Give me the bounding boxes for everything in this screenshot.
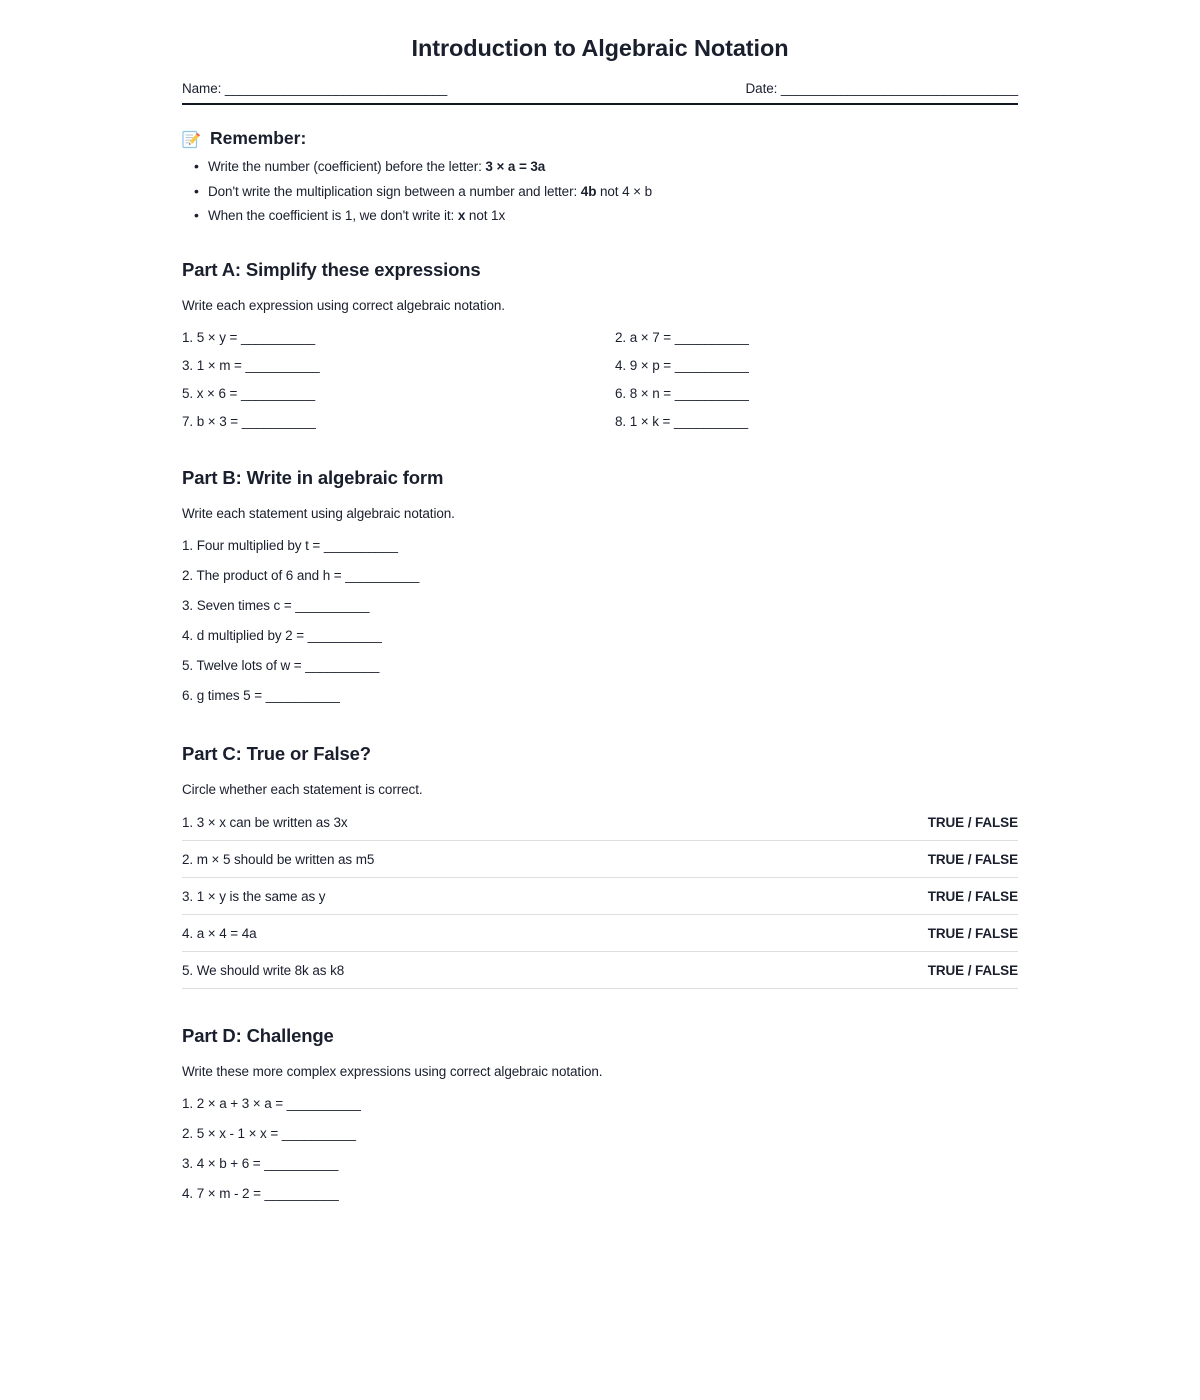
question-item[interactable]: 1. 5 × y = __________: [182, 329, 316, 345]
question-item[interactable]: 2. a × 7 = __________: [615, 329, 749, 345]
rule-text-suffix: not 4 × b: [596, 183, 653, 199]
part-a-intro: Write each expression using correct algebraic notation.: [182, 297, 505, 313]
table-row: [182, 889, 1018, 915]
part-d-questions: [182, 1079, 1018, 1216]
rule-text-bold: 3 × a = 3a: [485, 159, 546, 174]
statement-text: 1. 3 × x can be written as 3x: [182, 814, 348, 830]
rule-text-prefix: Write the number (coefficient) before the letter:: [208, 159, 486, 174]
part-b-intro: Write each statement using algebraic notation.: [182, 505, 455, 521]
question-item[interactable]: 1. 2 × a + 3 × a = __________: [182, 1095, 361, 1111]
name-field[interactable]: Name: ______________________________: [182, 81, 448, 96]
worksheet-content: [182, 105, 1018, 1216]
question-item[interactable]: 2. 5 × x - 1 × x = __________: [182, 1125, 356, 1141]
remember-heading: [182, 128, 1018, 149]
question-item[interactable]: 3. 4 × b + 6 = __________: [182, 1155, 339, 1171]
part-b-heading: Part B: Write in algebraic form: [182, 466, 444, 488]
question-item[interactable]: 8. 1 × k = __________: [615, 413, 749, 429]
part-d-heading: Part D: Challenge: [182, 1024, 334, 1046]
question-item[interactable]: 5. Twelve lots of w = __________: [182, 657, 380, 673]
true-false-option[interactable]: TRUE / FALSE: [927, 888, 1018, 904]
memo-icon: [182, 130, 201, 149]
true-false-option[interactable]: TRUE / FALSE: [927, 925, 1018, 941]
statement-text: 5. We should write 8k as k8: [182, 962, 345, 978]
question-item[interactable]: 7. b × 3 = __________: [182, 413, 316, 429]
table-row: [182, 926, 1018, 952]
part-a-heading: Part A: Simplify these expressions: [182, 258, 481, 280]
question-item[interactable]: 1. Four multiplied by t = __________: [182, 537, 398, 553]
question-item[interactable]: 4. 9 × p = __________: [615, 357, 749, 373]
table-row: [182, 963, 1018, 989]
part-c-intro: Circle whether each statement is correct.: [182, 781, 423, 797]
part-b-questions: [182, 521, 1018, 718]
list-item: [208, 160, 1018, 185]
question-item[interactable]: 6. g times 5 = __________: [182, 687, 340, 703]
rule-text-bold: x: [457, 208, 466, 223]
part-d-intro: Write these more complex expressions using correct algebraic notation.: [182, 1063, 603, 1079]
part-c-statements: [182, 797, 1018, 989]
table-row: [182, 852, 1018, 878]
rule-text-prefix: Don't write the multiplication sign between a number and letter:: [208, 183, 581, 199]
name-date-row: [182, 62, 1018, 96]
remember-heading-label: Remember:: [210, 128, 307, 148]
table-row: [182, 813, 1018, 841]
rule-text-prefix: When the coefficient is 1, we don't write it:: [208, 208, 458, 223]
statement-text: 2. m × 5 should be written as m5: [182, 851, 375, 867]
question-item[interactable]: 4. d multiplied by 2 = __________: [182, 627, 382, 643]
statement-text: 3. 1 × y is the same as y: [182, 888, 326, 904]
true-false-option[interactable]: TRUE / FALSE: [927, 962, 1018, 978]
list-item: [208, 209, 1018, 234]
question-item[interactable]: 3. Seven times c = __________: [182, 597, 370, 613]
question-item[interactable]: 6. 8 × n = __________: [615, 385, 749, 401]
question-item[interactable]: 2. The product of 6 and h = __________: [182, 567, 420, 583]
question-item[interactable]: 3. 1 × m = __________: [182, 357, 320, 373]
rule-text-bold: 4b: [580, 183, 597, 199]
rule-text-suffix: not 1x: [465, 208, 506, 223]
question-item[interactable]: 5. x × 6 = __________: [182, 385, 316, 401]
page-title: Introduction to Algebraic Notation: [411, 35, 789, 61]
true-false-option[interactable]: TRUE / FALSE: [927, 851, 1018, 867]
part-c-heading: Part C: True or False?: [182, 742, 371, 764]
date-field[interactable]: Date: ________________________________: [745, 81, 1018, 96]
list-item: [208, 185, 1018, 210]
true-false-option[interactable]: TRUE / FALSE: [927, 814, 1018, 830]
question-item[interactable]: 4. 7 × m - 2 = __________: [182, 1185, 339, 1201]
statement-text: 4. a × 4 = 4a: [182, 925, 257, 941]
remember-list: [182, 160, 1018, 234]
part-a-questions: [182, 313, 1018, 442]
